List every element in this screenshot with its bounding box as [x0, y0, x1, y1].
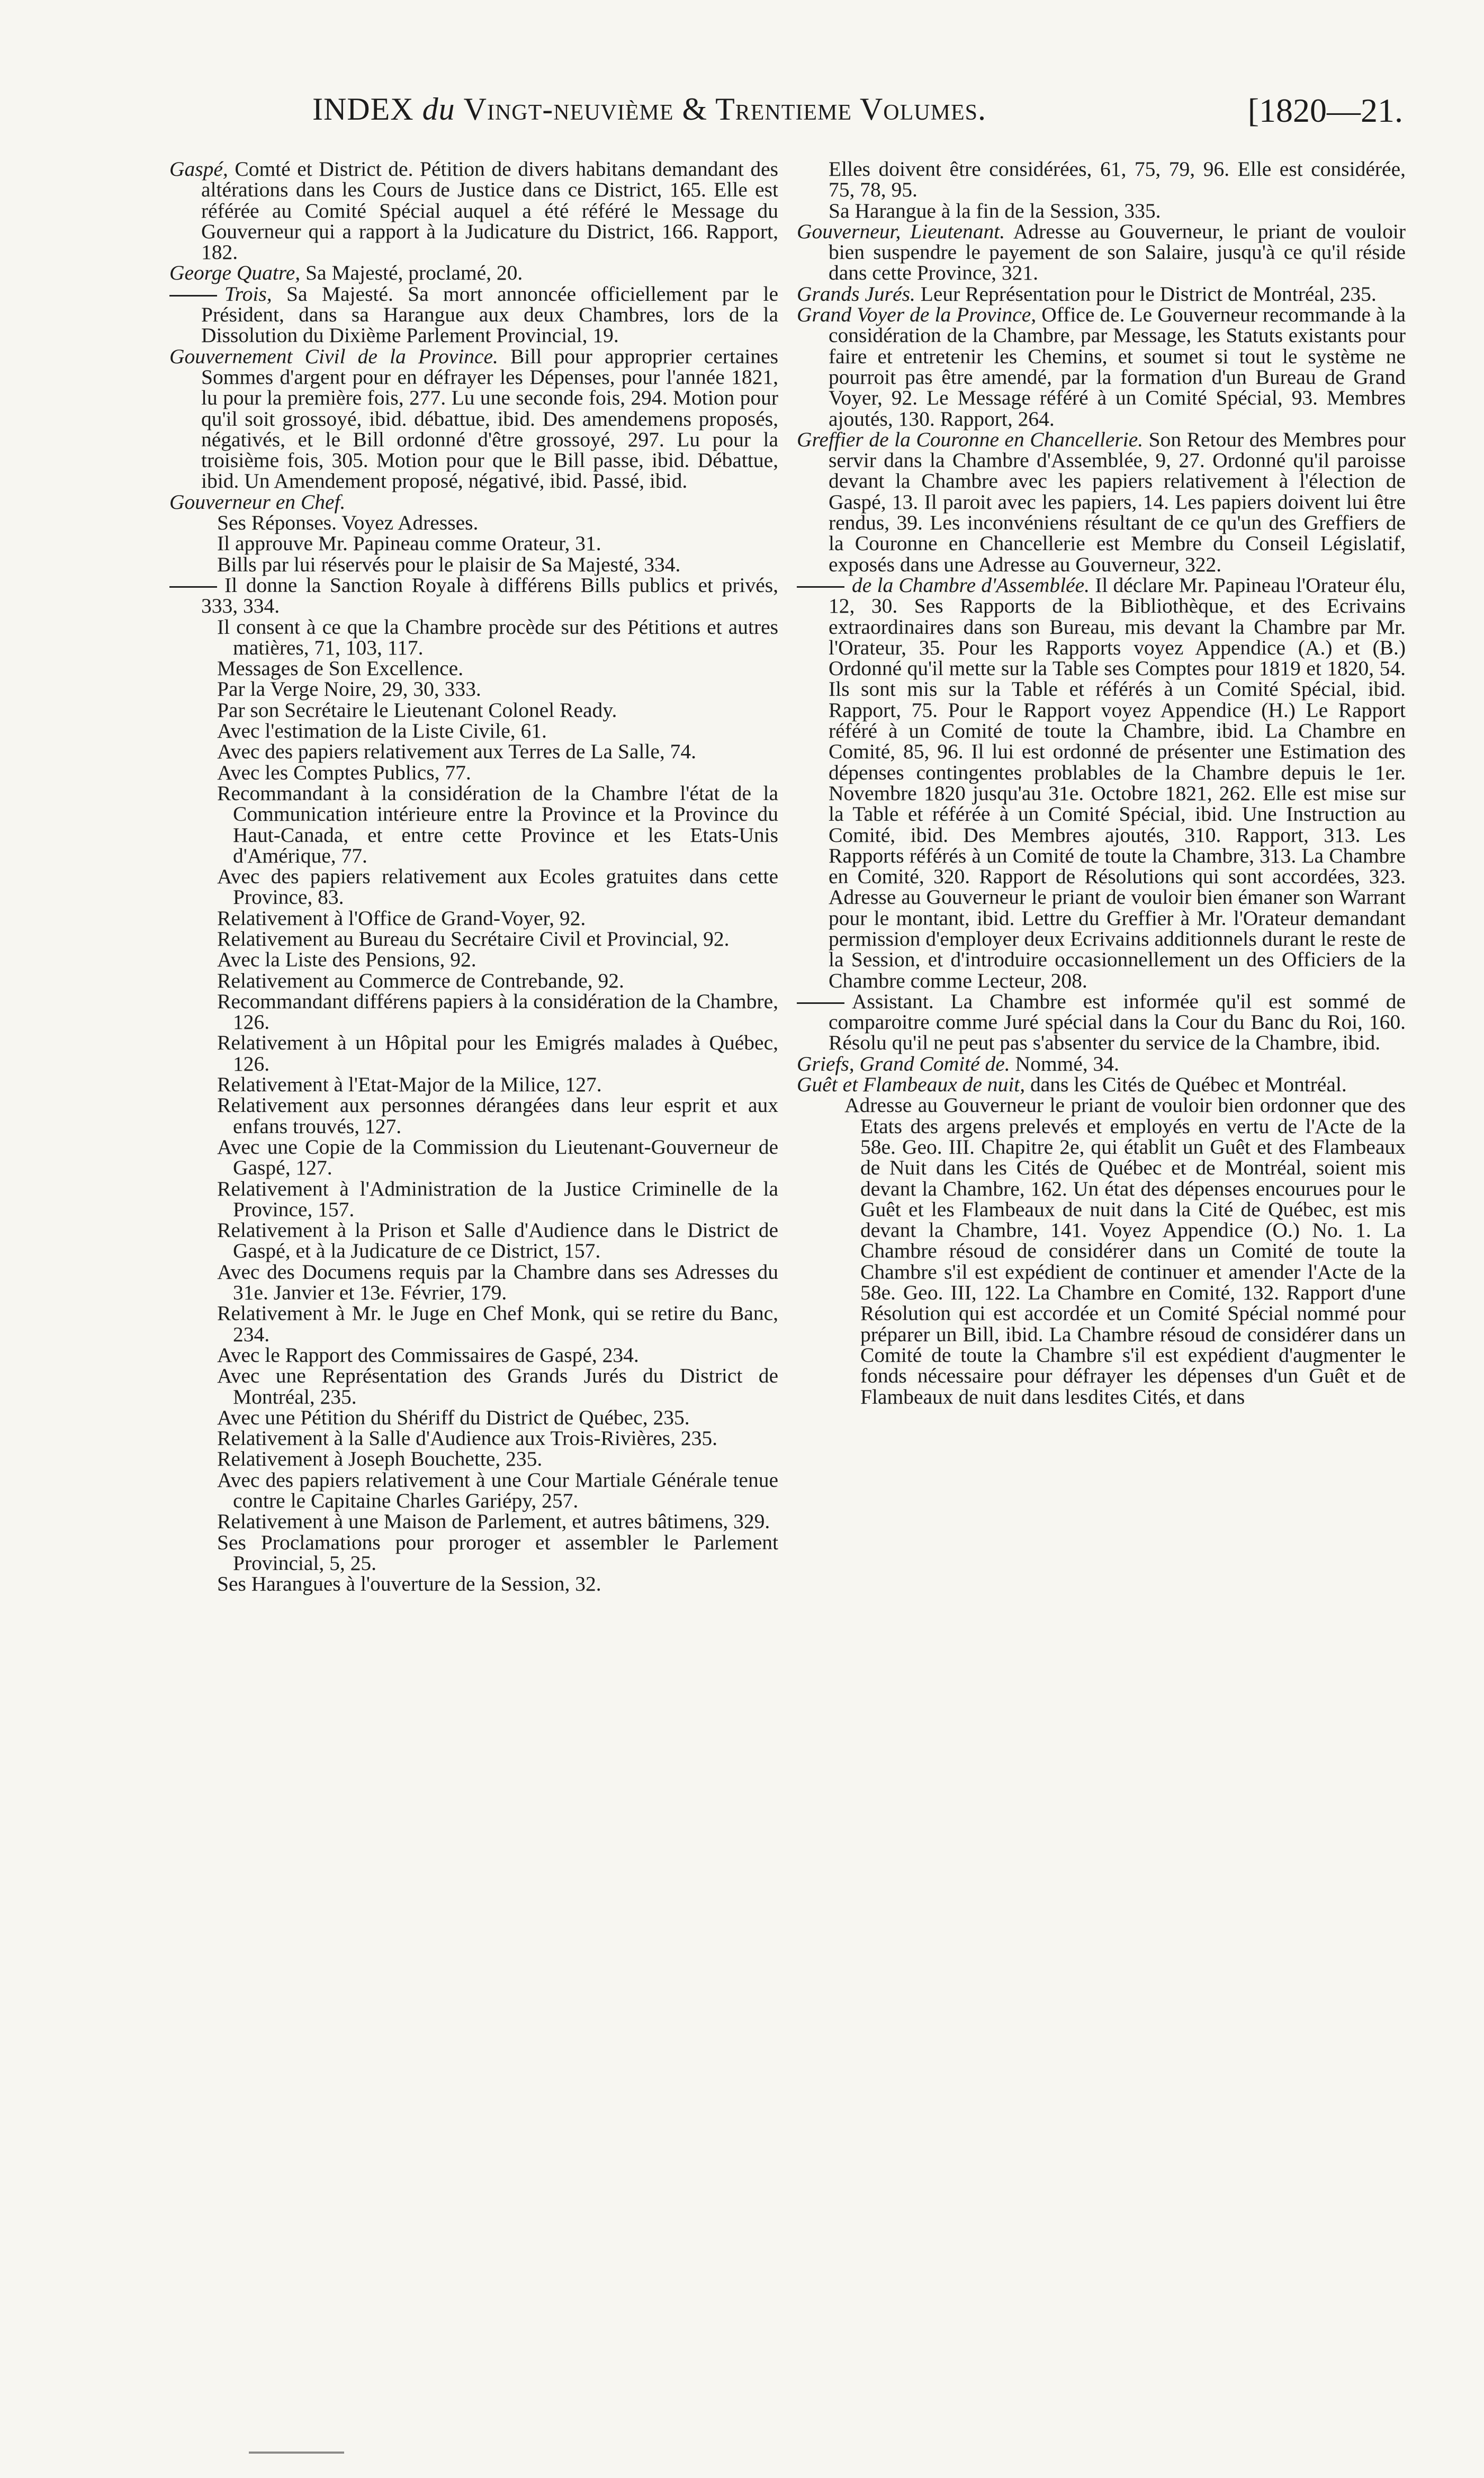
index-subentry [169, 1095, 778, 1137]
running-head-du: du [422, 92, 455, 127]
index-heading: Greffier de la Couronne en Chancellerie. [797, 427, 1144, 451]
index-text: Elles doivent être considérées, 61, 75, 79, 96. Elle est considérée, 75, 78, 95. [829, 157, 1406, 202]
index-subentry [169, 1470, 778, 1512]
index-subentry [169, 658, 778, 679]
index-heading: Gouvernement Civil de la Province. [169, 344, 498, 368]
running-head [312, 91, 1170, 128]
index-entry [797, 1054, 1406, 1074]
index-heading: Trois, [224, 282, 272, 306]
left-column [169, 159, 778, 1594]
index-subentry [169, 991, 778, 1033]
index-subentry [169, 1137, 778, 1179]
index-heading: Gouverneur en Chef. [169, 490, 346, 514]
index-text: Leur Représentation pour le District de Montréal, 235. [915, 282, 1377, 306]
index-entry [797, 991, 1406, 1054]
index-heading: Gouverneur, Lieutenant. [797, 219, 1005, 243]
index-text: Avec les Comptes Publics, 77. [217, 760, 471, 784]
index-text: Office de. Le Gouverneur recommande à la considération de la Chambre, par Message, les Statuts existants pour faire et entretenir les Chemins, et soumet si tout le système ne pourroit pas être amendé, par la formation d'un Bureau de Grand Voyer, 92. Le Message référé à un Comité Spécial, 93. Membres ajoutés, 130. Rapport, 264. [829, 303, 1406, 430]
index-subentry [169, 1574, 778, 1594]
index-entry [169, 492, 778, 513]
index-subentry [169, 1179, 778, 1220]
index-text: Avec des papiers relativement aux Ecoles gratuites dans cette Province, 83. [217, 865, 778, 909]
index-text: Avec des papiers relativement à une Cour Martiale Générale tenue contre le Capitaine Charles Gariépy, 257. [217, 1468, 778, 1512]
index-text: Relativement à Joseph Bouchette, 235. [217, 1447, 543, 1471]
index-subentry [169, 1449, 778, 1469]
index-subentry [169, 1262, 778, 1304]
index-subentry [169, 1032, 778, 1074]
index-entry [797, 304, 1406, 429]
index-text: Relativement à l'Office de Grand-Voyer, 92. [217, 906, 586, 930]
running-head-volumes: Vingt-neuvième & Trentieme Volumes. [463, 92, 986, 127]
index-text: Avec la Liste des Pensions, 92. [217, 948, 476, 972]
index-subentry [169, 1074, 778, 1095]
index-text: Relativement au Commerce de Contrebande, 92. [217, 968, 624, 992]
page-foot-rule [249, 2452, 344, 2459]
ditto-dash [169, 586, 217, 588]
index-heading: Grand Voyer de la Province, [797, 303, 1037, 327]
index-subentry [169, 679, 778, 699]
index-subentry [169, 721, 778, 741]
index-text: Relativement à une Maison de Parlement, et autres bâtimens, 329. [217, 1510, 770, 1533]
index-entry [169, 159, 778, 263]
index-subentry [169, 554, 778, 575]
index-subentry [169, 949, 778, 970]
index-subentry [169, 533, 778, 554]
index-text: dans les Cités de Québec et Montréal. [1025, 1073, 1347, 1097]
index-heading: Guêt et Flambeaux de nuit, [797, 1073, 1026, 1097]
index-subentry [169, 1532, 778, 1574]
index-subentry [169, 700, 778, 721]
index-text: Relativement aux personnes dérangées dans leur esprit et aux enfans trouvés, 127. [217, 1093, 778, 1138]
index-entry [797, 221, 1406, 284]
index-subentry [169, 1220, 778, 1262]
index-text: Il donne la Sanction Royale à différens Bills publics et privés, 333, 334. [201, 573, 778, 618]
index-subentry [169, 1511, 778, 1532]
index-subentry [169, 968, 778, 992]
index-heading: Griefs, Grand Comité de. [797, 1052, 1010, 1075]
index-text: Relativement à un Hôpital pour les Emigrés malades à Québec, 126. [217, 1031, 778, 1075]
right-column [797, 159, 1406, 1407]
ditto-dash [169, 295, 217, 297]
index-text: Ses Proclamations pour proroger et assembler le Parlement Provincial, 5, 25. [217, 1530, 778, 1575]
index-text: Il consent à ce que la Chambre procède sur des Pétitions et autres matières, 71, 103, 117. [217, 615, 778, 659]
index-text: Avec le Rapport des Commissaires de Gaspé, 234. [217, 1343, 639, 1367]
index-text: Il approuve Mr. Papineau comme Orateur, 31. [217, 532, 601, 555]
index-text: Ses Harangues à l'ouverture de la Session, 32. [217, 1572, 601, 1596]
index-continuation [797, 159, 1406, 201]
index-entry [797, 1074, 1406, 1095]
index-subentry [169, 866, 778, 908]
ditto-dash [797, 586, 844, 588]
index-text: Relativement au Bureau du Secrétaire Civil et Provincial, 92. [217, 927, 730, 950]
index-entry [169, 575, 778, 617]
index-subentry [169, 617, 778, 659]
index-text: Par la Verge Noire, 29, 30, 333. [217, 677, 481, 701]
index-subentry [169, 513, 778, 533]
index-subentry [169, 908, 778, 929]
index-text: Adresse au Gouverneur, le priant de vouloir bien suspendre le payement de son Salaire, jusqu'à ce qu'il réside dans cette Province, 321. [829, 219, 1406, 285]
index-subentry [169, 1366, 778, 1407]
index-heading: de la Chambre d'Assemblée. [852, 573, 1090, 597]
index-subentry [169, 1303, 778, 1345]
index-text: Assistant. La Chambre est informée qu'il est sommé de comparoitre comme Juré spécial dans la Cour du Banc du Roi, 160. Résolu qu'il ne peut pas s'absenter du service de la Chambre, ibid. [829, 989, 1406, 1055]
index-text: Sa Majesté. Sa mort annoncée officiellement par le Président, dans sa Harangue aux deux Chambres, lors de la Dissolution du Dixième Parlement Provincial, 19. [201, 282, 778, 347]
index-text: Avec une Pétition du Shériff du District de Québec, 235. [217, 1405, 690, 1429]
index-entry [797, 429, 1406, 575]
index-text: Relativement à la Salle d'Audience aux Trois-Rivières, 235. [217, 1426, 718, 1450]
index-text: Avec l'estimation de la Liste Civile, 61. [217, 719, 547, 743]
index-text: Comté et District de. Pétition de divers habitans demandant des altérations dans les Cours de Justice dans ce District, 165. Elle est référée au Comité Spécial auquel a été référé le Message du Gouverneur qui a rapport à la Judicature du District, 166. Rapport, 182. [201, 157, 778, 264]
index-entry [169, 263, 778, 283]
index-text: Messages de Son Excellence. [217, 657, 464, 680]
index-entry [797, 575, 1406, 991]
index-text: Relativement à Mr. le Juge en Chef Monk, qui se retire du Banc, 234. [217, 1301, 778, 1346]
index-text: Relativement à la Prison et Salle d'Audience dans le District de Gaspé, et à la Judicature de ce District, 157. [217, 1218, 778, 1263]
index-entry [169, 346, 778, 492]
index-subentry [169, 1345, 778, 1366]
index-text: Bills par lui réservés pour le plaisir de Sa Majesté, 334. [217, 552, 681, 576]
index-continuation [797, 201, 1406, 221]
index-heading: Gaspé, [169, 157, 228, 181]
index-text: Recommandant à la considération de la Chambre l'état de la Communication intérieure entre la Province et la Province du Haut-Canada, et entre cette Province et les Etats-Unis d'Amérique, 77. [217, 781, 778, 867]
index-text: Recommandant différens papiers à la considération de la Chambre, 126. [217, 989, 778, 1034]
index-text: Nommé, 34. [1010, 1052, 1119, 1075]
index-text: Sa Majesté, proclamé, 20. [300, 261, 523, 285]
index-text: Relativement à l'Etat-Major de la Milice, 127. [217, 1073, 602, 1097]
index-subentry [169, 929, 778, 949]
index-heading: Grands Jurés. [797, 282, 915, 306]
index-text: Sa Harangue à la fin de la Session, 335. [829, 199, 1161, 222]
running-head-index: INDEX [312, 92, 414, 127]
index-entry [797, 284, 1406, 304]
index-text: Ses Réponses. Voyez Adresses. [217, 511, 479, 535]
index-subentry [169, 1407, 778, 1428]
index-text: Adresse au Gouverneur le priant de vouloir bien ordonner que des Etats des argens prelevés et employés en vertu de l'Acte de la 58e. Geo. III. Chapitre 2e, qui établit un Guêt et des Flambeaux de Nuit dans les Cités de Québec et de Montréal, soient mis devant la Chambre, 162. Un état des dépenses encourues pour le Guêt et les Flambeaux de nuit dans la Cité de Québec, est mis devant la Chambre, 141. Voyez Appendice (O.) No. 1. La Chambre résoud de considérer dans un Comité de toute la Chambre s'il est expédient de continuer et amender l'Acte de la 58e. Geo. III, 122. La Chambre en Comité, 132. Rapport d'une Résolution qui est accordée et un Comité Spécial nommé pour préparer un Bill, ibid. La Chambre résoud de considérer dans un Comité de toute la Chambre s'il est expédient d'augmenter le fonds nécessaire pour défrayer les dépenses d'un Guêt et de Flambeaux de nuit dans lesdites Cités, et dans [844, 1093, 1406, 1408]
index-entry [169, 284, 778, 346]
index-text: Bill pour approprier certaines Sommes d'argent pour en défrayer les Dépenses, pour l'année 1821, lu pour la première fois, 277. Lu une seconde fois, 294. Motion pour qu'il soit grossoyé, ibid. débattue, ibid. Des amendemens proposés, négativés, et le Bill ordonné d'être grossoyé, 297. Lu pour la troisième fois, 305. Motion pour que le Bill passe, ibid. Débattue, ibid. Un Amendement proposé, négativé, ibid. Passé, ibid. [201, 344, 778, 493]
index-text: Relativement à l'Administration de la Justice Criminelle de la Province, 157. [217, 1177, 778, 1221]
index-subentry [169, 741, 778, 762]
index-subentry [169, 762, 778, 783]
index-text: Son Retour des Membres pour servir dans la Chambre d'Assemblée, 9, 27. Ordonné qu'il paroisse devant la Chambre avec les papiers relativement à l'élection de Gaspé, 13. Il paroit avec les papiers, 14. Les papiers doivent lui être rendus, 39. Les inconvéniens résultant de ce qu'un des Greffiers de la Couronne en Chancellerie est Membre du Conseil Législatif, exposés dans une Adresse au Gouverneur, 322. [829, 427, 1406, 576]
running-head-years: [1820—21. [1247, 92, 1403, 129]
index-subentry [797, 1095, 1406, 1407]
index-text: Avec des Documens requis par la Chambre dans ses Adresses du 31e. Janvier et 13e. Février, 179. [217, 1260, 778, 1305]
index-subentry [169, 1428, 778, 1449]
index-heading: George Quatre, [169, 261, 301, 285]
ditto-dash [797, 1002, 844, 1004]
index-text: Par son Secrétaire le Lieutenant Colonel Ready. [217, 698, 617, 722]
index-subentry [169, 783, 778, 866]
index-text: Avec des papiers relativement aux Terres de La Salle, 74. [217, 740, 697, 764]
index-text: Avec une Représentation des Grands Jurés du District de Montréal, 235. [217, 1364, 778, 1408]
index-text: Il déclare Mr. Papineau l'Orateur élu, 12, 30. Ses Rapports de la Bibliothèque, et des Ecrivains extraordinaires dans son Bureau, mis devant la Chambre par Mr. l'Orateur, 35. Pour les Rapports voyez Appendice (A.) et (B.) Ordonné qu'il mette sur la Table ses Comptes pour 1819 et 1820, 54. Ils sont mis sur la Table et référés à un Comité Spécial, ibid. Rapport, 75. Pour le Rapport voyez Appendice (H.) Le Rapport référé à un Comité de toute la Chambre, ibid. La Chambre en Comité, 85, 96. Il lui est ordonné de présenter une Estimation des dépenses contingentes problables de la Chambre depuis le 1er. Novembre 1820 jusqu'au 31e. Octobre 1821, 262. Elle est mise sur la Table et référée à un Comité Spécial, ibid. Une Instruction au Comité, ibid. Des Membres ajoutés, 310. Rapport, 313. Les Rapports référés à un Comité de toute la Chambre, 313. La Chambre en Comité, 320. Rapport de Résolutions qui sont accordées, 323. Adresse au Gouverneur le priant de vouloir bien émaner son Warrant pour le montant, ibid. Lettre du Greffier à Mr. l'Orateur demandant permission d'employer deux Ecrivains additionnels durant le reste de la Session, et d'introduire occasionnellement un des Officiers de la Chambre comme Lecteur, 208. [829, 573, 1406, 992]
index-text: Avec une Copie de la Commission du Lieutenant-Gouverneur de Gaspé, 127. [217, 1135, 778, 1180]
